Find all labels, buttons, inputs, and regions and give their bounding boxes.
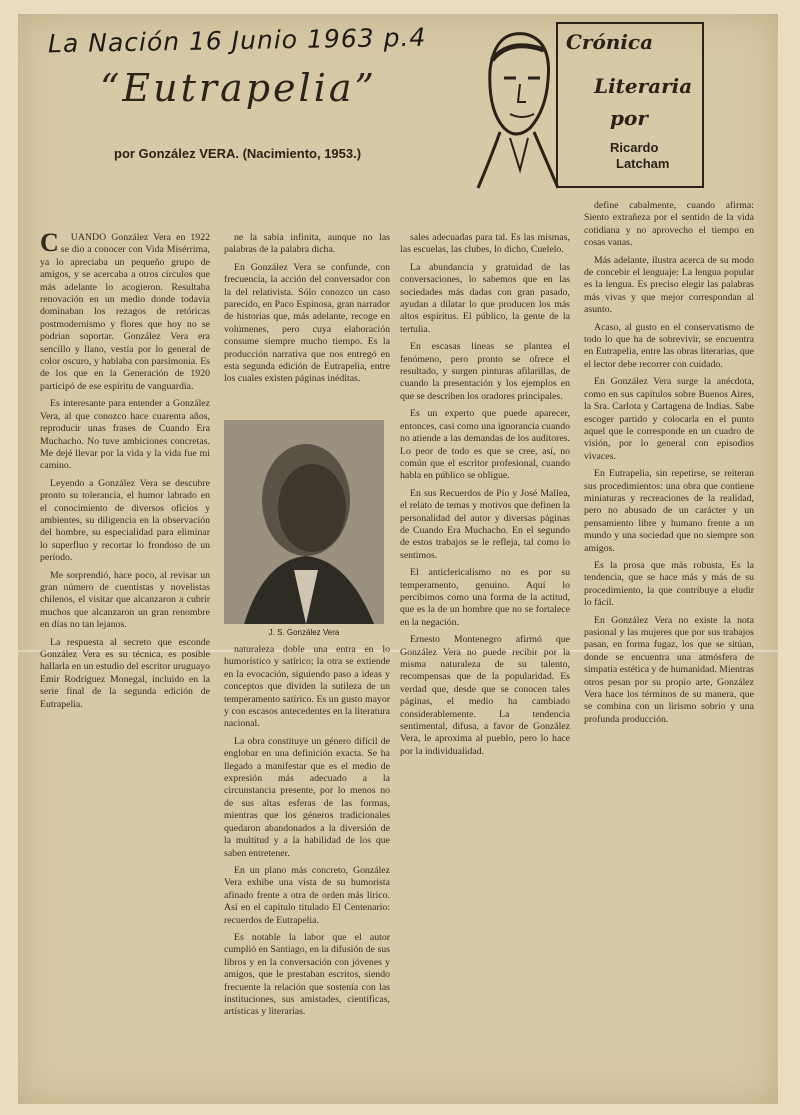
paragraph: En escasas líneas se plantea el fenómeno, pero pronto se ofrece el resultado, y surgen pinturas afilarillas, de cuando la presentación y los ejemplos en que se describen los oradores principales. [400,341,570,402]
paragraph: En Eutrapelia, sin repetirse, se reiteran sus procedimientos: una obra que contiene miniaturas y recreaciones de la realidad, pero no abusado de un carácter y un pensamiento libre y humano frente a un mundo y una sociedad que no siempre son amigos. [584,468,754,554]
paragraph: El anticlericalismo no es por su temperamento, genuino. Aquí lo percibimos como una forma de la actitud, que es la de un hombre que no se fortalece en la negación. [400,567,570,628]
paragraph: Ernesto Montenegro afirmó que González Vera no puede recibir por la misma naturaleza de su talento, recompensas que de la popularidad. Es verdad que, desde que se conocen tales páginas, el medio ha cambiado considerablemente. La tendencia sentimental, difusa, a favor de González Vera, le aproxima al pueblo, pero lo hace por la individualidad. [400,634,570,757]
paragraph: En un plano más concreto, González Vera exhibe una vista de su humorista afinado frente a otra de orden más lírico. Así en el capítulo titulado El Centenario: recuerdos de Eutrapelia. [224,864,390,926]
logo-author-last: Latcham [616,156,670,171]
paragraph: Me sorprendió, hace poco, al revisar un gran número de cuentistas y novelistas chilenos, el visitar que alcanzaron a cubrir muchos que alcanzaron un gran renombre en días no tan lejanos. [40,569,210,631]
paragraph: Es la prosa que más robusta, Es la tendencia, que se hace más y más de su procedimiento, la que contribuye a eludir lo fácil. [584,559,754,609]
logo-word-por: por [610,106,648,130]
photo-caption: J. S. González Vera [268,628,340,637]
paragraph: En González Vera se confunde, con frecuencia, la acción del conversador con la del relativista. Sólo conozco un caso parecido, en Paco Espinosa, gran narrador de historias que, más adelante, recoge en volúmenes, pero cuya elaboración consume siempre mucho tiempo. Es la producción narrativa que nos entregó en esta segunda edición de Eutrapelia, entre los cuales existen páginas inéditas. [224,261,390,385]
paragraph: En González Vera no existe la nota pasional y las mujeres que por sus trabajos pasan, en forma fugaz, los que se sitúan, donde se encuentra una atmósfera de simpatía estética y de humanidad. Mientras otros pesan por su propio arte, González Vera hace los términos de su manera, que se combina con un lirismo sobrio y una profunda producción. [584,614,754,725]
article-column-2-top [224,232,390,412]
article-column-4 [584,200,754,1092]
paragraph: UANDO González Vera en 1922 se dio a conocer con Vida Mísérrima, ya lo apreciaba un pequeño grupo de amigos, y se acercaba a otros círculos que más adelante lo acogieron. Resultaba renovación en un medio donde todavía dominaban los rezagos de retóricas postmodernismo y flores que hoy no se podrían soportar. González Vera era sencillo y llano, vestía por lo general de color oscuro, y hablaba con parsimonia. Es de los que en la Generación de 1920 participó de ese espíritu de vanguardia. [40,232,210,392]
author-portrait-sketch [470,20,560,190]
paragraph: En González Vera surge la anécdota, como en sus capítulos sobre Buenos Aires, la Sra. Carlota y Cartagena de Indias. Sabe escoger partido y colocarla en el punto aquel que le corresponde en un cuadro de visión, por lo general con episodios vivaces. [584,376,754,462]
paragraph: La abundancia y gratuidad de las conversaciones, lo sabemos que en las sociedades más dadas con gran pasado, ayudan a dilatar lo que producen los más altos espíritus. El público, la gente de la tertulia. [400,261,570,335]
article-byline: por González VERA. (Nacimiento, 1953.) [114,146,362,161]
paragraph: Más adelante, ilustra acerca de su modo de concebir el lenguaje: La lengua popular es la lengua. Es preciso elegir las palabras más vivas y que mejor correspondan al asunto. [584,254,754,316]
paragraph: Acaso, al gusto en el conservatismo de todo lo que ha de sobrevivir, se encuentra en Eutrapelia, entre las obras literarias, que el lector debe recorrer con cuidado. [584,321,754,370]
paragraph: Leyendo a González Vera se descubre pronto su tolerancia, el humor labrado en el conocimiento de diversos oficios y ambientes, su diligencia en la observación del hombre, su especialidad para eliminar lo superfluo y recortar lo frondoso de un período. [40,477,210,564]
handwritten-note: La Nación 16 Junio 1963 p.4 [47,22,427,59]
drop-cap: C [40,232,59,257]
paragraph: naturaleza doble una entra en lo humorístico y satírico; la otra se extiende en la evocación, siguiendo paso a ideas y conceptos que dividen la sutileza de un temperamento satírico. Es un gusto mayor y con escasos antecedentes en la literatura nacional. [224,644,390,730]
article-column-2-bottom [224,644,390,1092]
paragraph: En sus Recuerdos de Pío y José Mallea, el relato de temas y motivos que definen la personalidad del autor y diversas páginas de Cuando Era Muchacho. En el segundo de estos trabajos se le refleja, tal como lo sentimos. [400,487,570,561]
logo-word-cronica: Crónica [566,30,654,54]
paragraph: La obra constituye un género difícil de englobar en una definición exacta. Se ha llegado a manifestar que es el medio de expresión más adecuado a la circunstancia presente, por lo menos no de sus altas esferas de las formas, mientras que los géneros tradicionales quedaron abandonados a la diversión de la multitud y a la habilidad de los que saben entretener. [224,735,390,859]
paragraph: La respuesta al secreto que esconde González Vera es su técnica, es posible hallarla en un estudio del escritor uruguayo Emir Rodríguez Monegal, incluido en la serie final de la segunda edición de Eutrapelia. [40,636,210,710]
article-column-1 [40,232,210,1092]
paragraph: ne la sabia infinita, aunque no las palabras de la palabra dicha. [224,232,390,256]
paragraph: Es notable la labor que el autor cumplió en Santiago, en la difusión de sus libros y en la conversación con jóvenes y amigos, que le prestaban escritos, siendo frecuente la relación que sostenía con las instituciones, sus amistades, científicas, artísticas y literarias. [224,931,390,1018]
paragraph: Es interesante para entender a González Vera, al que conozco hace cuarenta años, reproducir unas frases de Cuando Era Muchacho. No tuve ambiciones concretas. Me dejé llevar por la vida y la vida fue mi camino. [40,398,210,472]
paragraph: Es un experto que puede aparecer, entonces, casi como una ignorancia cuando no atiende a las demandas de los auditores. Lo peor de todo es que se cree, así, no común que el escritor profesional, cuando habla en público se obligue. [400,408,570,482]
logo-word-literaria: Literaria [594,74,693,98]
article-title: “Eutrapelia” [100,66,377,110]
author-photo-silhouette [224,420,384,624]
article-column-3 [400,232,570,1092]
author-photo [224,420,384,624]
column-logo [470,14,710,190]
logo-author-first: Ricardo [610,140,659,155]
paragraph: define cabalmente, cuando afirma: Siento extrañeza por el sentido de la vida cotidiana y no aprovecho el tiempo en cosas vanas. [584,200,754,249]
paragraph: sales adecuadas para tal. Es las mismas, las escuelas, las clubes, lo dicho, Cuelelo. [400,232,570,256]
